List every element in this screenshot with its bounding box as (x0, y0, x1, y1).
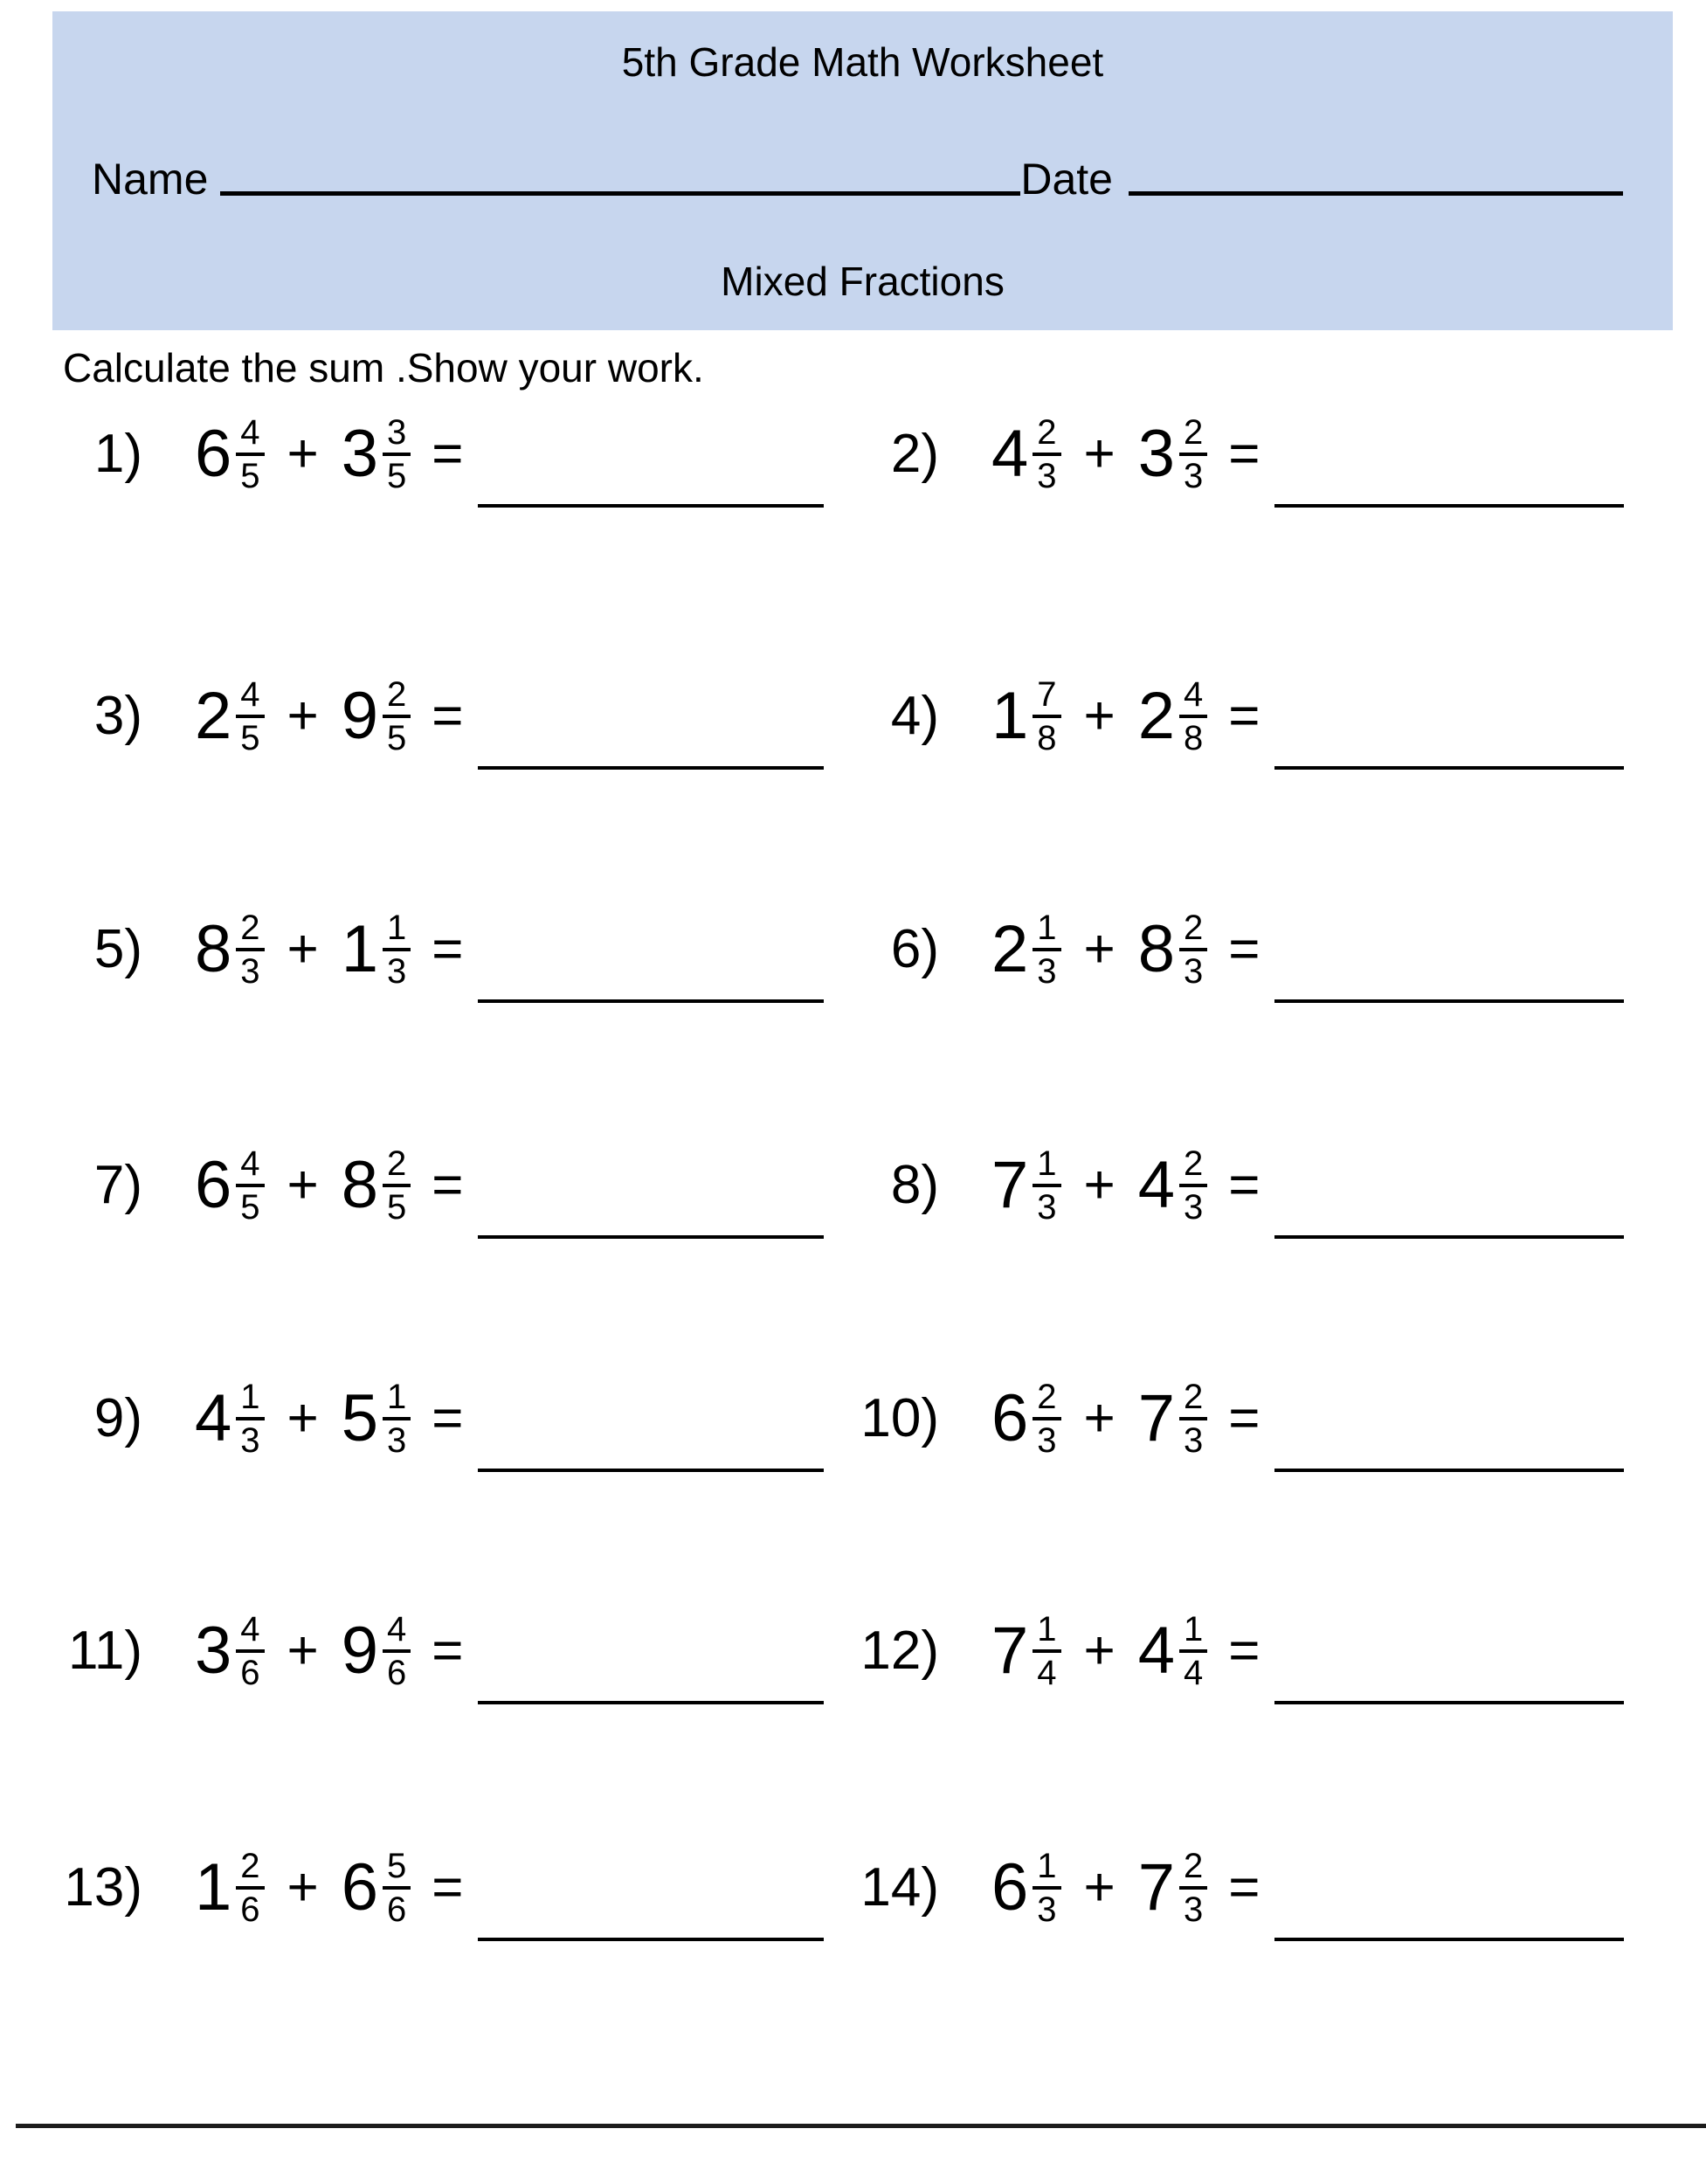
equals-sign: = (1228, 1388, 1261, 1448)
numerator: 3 (383, 415, 411, 456)
equals-sign: = (1228, 1857, 1261, 1918)
fraction (1179, 1849, 1207, 1927)
denominator: 3 (1184, 1890, 1204, 1929)
fraction (1179, 1146, 1207, 1225)
worksheet-subtitle: Mixed Fractions (721, 259, 1005, 304)
numerator: 2 (1033, 1379, 1060, 1420)
answer-blank[interactable] (1274, 1235, 1624, 1239)
problem-number: 5) (93, 919, 142, 979)
problem-1 (33, 411, 824, 498)
numerator: 1 (383, 1379, 411, 1420)
fraction (1033, 677, 1060, 756)
whole-number: 7 (1137, 1381, 1176, 1455)
answer-blank[interactable] (478, 766, 824, 770)
fraction (383, 1379, 411, 1458)
fraction (1033, 910, 1060, 989)
plus-sign: + (1083, 686, 1115, 746)
numerator: 7 (1033, 677, 1060, 718)
answer-blank[interactable] (1274, 766, 1624, 770)
whole-number: 4 (991, 417, 1029, 491)
whole-number: 7 (991, 1148, 1029, 1222)
whole-number: 2 (1137, 679, 1176, 753)
numerator: 2 (236, 1849, 264, 1890)
problem-7 (33, 1142, 824, 1229)
whole-number: 3 (195, 1614, 232, 1688)
expression (991, 1849, 1624, 1927)
fraction (1179, 677, 1207, 756)
whole-number: 6 (195, 1148, 232, 1222)
numerator: 1 (1179, 1612, 1207, 1653)
numerator: 2 (383, 1146, 411, 1187)
problem-4 (830, 673, 1624, 760)
denominator: 3 (1184, 1188, 1204, 1227)
whole-number: 8 (341, 1148, 379, 1222)
numerator: 2 (236, 910, 264, 951)
answer-blank[interactable] (478, 1701, 824, 1704)
name-date-row (92, 142, 1623, 202)
fraction (1179, 1379, 1207, 1458)
expression (195, 1379, 824, 1458)
mixed-fraction-second (342, 1379, 411, 1458)
whole-number: 1 (341, 912, 379, 986)
problem-number: 1) (93, 424, 142, 484)
problem-9 (33, 1375, 824, 1462)
denominator: 5 (387, 1188, 407, 1227)
denominator: 4 (1037, 1654, 1057, 1692)
mixed-fraction-second (1138, 1612, 1208, 1690)
mixed-fraction-first (195, 677, 265, 756)
whole-number: 7 (1137, 1850, 1176, 1925)
numerator: 4 (236, 677, 264, 718)
numerator: 1 (1033, 1146, 1060, 1187)
denominator: 3 (1184, 1421, 1204, 1460)
numerator: 4 (236, 415, 264, 456)
fraction (236, 910, 264, 989)
whole-number: 8 (195, 912, 232, 986)
equals-sign: = (432, 1857, 464, 1918)
equals-sign: = (432, 1388, 464, 1448)
whole-number: 9 (341, 679, 379, 753)
expression (195, 910, 824, 989)
mixed-fraction-first (195, 1379, 265, 1458)
name-input-line[interactable] (220, 191, 1020, 196)
mixed-fraction-second (342, 1612, 411, 1690)
whole-number: 1 (195, 1850, 232, 1925)
fraction (1033, 1379, 1060, 1458)
mixed-fraction-first (991, 1612, 1061, 1690)
equals-sign: = (432, 1621, 464, 1681)
answer-blank[interactable] (1274, 1469, 1624, 1472)
denominator: 5 (387, 457, 407, 495)
fraction (1179, 910, 1207, 989)
problem-2 (830, 411, 1624, 498)
whole-number: 8 (1137, 912, 1176, 986)
problem-number: 10) (860, 1388, 939, 1448)
whole-number: 2 (991, 912, 1029, 986)
equals-sign: = (1228, 686, 1261, 746)
whole-number: 4 (195, 1381, 232, 1455)
answer-blank[interactable] (478, 999, 824, 1003)
problem-number: 14) (860, 1857, 939, 1918)
mixed-fraction-second (1138, 677, 1208, 756)
denominator: 5 (387, 719, 407, 757)
answer-blank[interactable] (1274, 999, 1624, 1003)
mixed-fraction-first (991, 1849, 1061, 1927)
mixed-fraction-second (1138, 1146, 1208, 1225)
worksheet-header (52, 11, 1673, 330)
denominator: 3 (1037, 457, 1057, 495)
mixed-fraction-second (342, 910, 411, 989)
problem-number: 4) (890, 686, 939, 746)
mixed-fraction-first (991, 910, 1061, 989)
problem-11 (33, 1607, 824, 1695)
mixed-fraction-first (195, 910, 265, 989)
fraction (236, 1146, 264, 1225)
numerator: 1 (1033, 1612, 1060, 1653)
equals-sign: = (1228, 1155, 1261, 1215)
fraction (1179, 1612, 1207, 1690)
fraction (383, 1612, 411, 1690)
mixed-fraction-second (342, 1146, 411, 1225)
instructions-text: Calculate the sum .Show your work. (63, 345, 704, 390)
expression (991, 1612, 1624, 1690)
fraction (383, 1146, 411, 1225)
denominator: 6 (240, 1890, 260, 1929)
answer-blank[interactable] (478, 1938, 824, 1941)
denominator: 4 (1184, 1654, 1204, 1692)
denominator: 5 (240, 457, 260, 495)
fraction (1179, 415, 1207, 494)
problem-number: 3) (93, 686, 142, 746)
denominator: 8 (1037, 719, 1057, 757)
numerator: 1 (1033, 910, 1060, 951)
problem-number: 8) (890, 1155, 939, 1215)
mixed-fraction-second (1138, 910, 1208, 989)
fraction (1033, 1146, 1060, 1225)
whole-number: 2 (195, 679, 232, 753)
plus-sign: + (287, 686, 319, 746)
answer-blank[interactable] (1274, 1938, 1624, 1941)
mixed-fraction-second (342, 1849, 411, 1927)
equals-sign: = (432, 1155, 464, 1215)
problem-number: 7) (93, 1155, 142, 1215)
answer-blank[interactable] (478, 504, 824, 508)
plus-sign: + (1083, 424, 1115, 484)
equals-sign: = (432, 424, 464, 484)
fraction (236, 415, 264, 494)
whole-number: 1 (991, 679, 1029, 753)
denominator: 8 (1184, 719, 1204, 757)
answer-blank[interactable] (1274, 504, 1624, 508)
fraction (236, 1849, 264, 1927)
fraction (1033, 1612, 1060, 1690)
numerator: 2 (1179, 910, 1207, 951)
whole-number: 6 (195, 417, 232, 491)
expression (991, 910, 1624, 989)
numerator: 2 (1179, 415, 1207, 456)
date-input-line[interactable] (1129, 191, 1623, 196)
denominator: 3 (387, 1421, 407, 1460)
equals-sign: = (1228, 1621, 1261, 1681)
problem-10 (830, 1375, 1624, 1462)
problem-number: 6) (890, 919, 939, 979)
denominator: 3 (1037, 1890, 1057, 1929)
problem-12 (830, 1607, 1624, 1695)
expression (991, 1146, 1624, 1225)
fraction (383, 910, 411, 989)
denominator: 6 (387, 1890, 407, 1929)
fraction (1033, 415, 1060, 494)
mixed-fraction-first (195, 1146, 265, 1225)
expression (195, 677, 824, 756)
denominator: 5 (240, 1188, 260, 1227)
equals-sign: = (1228, 424, 1261, 484)
numerator: 4 (383, 1612, 411, 1653)
mixed-fraction-first (991, 1379, 1061, 1458)
numerator: 4 (236, 1612, 264, 1653)
plus-sign: + (1083, 919, 1115, 979)
fraction (383, 415, 411, 494)
numerator: 2 (383, 677, 411, 718)
denominator: 3 (1037, 1188, 1057, 1227)
mixed-fraction-second (342, 677, 411, 756)
answer-blank[interactable] (1274, 1701, 1624, 1704)
denominator: 3 (240, 952, 260, 991)
mixed-fraction-second (1138, 1379, 1208, 1458)
expression (195, 1849, 824, 1927)
equals-sign: = (432, 919, 464, 979)
plus-sign: + (287, 1155, 319, 1215)
problem-number: 12) (860, 1621, 939, 1681)
expression (991, 1379, 1624, 1458)
problem-14 (830, 1844, 1624, 1932)
denominator: 3 (387, 952, 407, 991)
numerator: 5 (383, 1849, 411, 1890)
numerator: 1 (383, 910, 411, 951)
name-label: Name (92, 154, 209, 204)
fraction (236, 677, 264, 756)
whole-number: 6 (991, 1850, 1029, 1925)
plus-sign: + (1083, 1388, 1115, 1448)
mixed-fraction-second (1138, 415, 1208, 494)
equals-sign: = (432, 686, 464, 746)
plus-sign: + (287, 424, 319, 484)
problem-13 (33, 1844, 824, 1932)
mixed-fraction-first (195, 1849, 265, 1927)
numerator: 1 (1033, 1849, 1060, 1890)
problem-number: 2) (890, 424, 939, 484)
denominator: 6 (387, 1654, 407, 1692)
mixed-fraction-first (991, 415, 1061, 494)
whole-number: 7 (991, 1614, 1029, 1688)
plus-sign: + (287, 1388, 319, 1448)
whole-number: 4 (1137, 1148, 1176, 1222)
problem-6 (830, 906, 1624, 993)
denominator: 3 (1184, 457, 1204, 495)
numerator: 4 (236, 1146, 264, 1187)
expression (195, 1612, 824, 1690)
whole-number: 6 (991, 1381, 1029, 1455)
expression (195, 1146, 824, 1225)
whole-number: 3 (341, 417, 379, 491)
denominator: 5 (240, 719, 260, 757)
denominator: 3 (1037, 1421, 1057, 1460)
fraction (236, 1612, 264, 1690)
denominator: 3 (1037, 952, 1057, 991)
expression (991, 677, 1624, 756)
denominator: 3 (240, 1421, 260, 1460)
footer-divider (16, 2124, 1706, 2128)
numerator: 4 (1179, 677, 1207, 718)
date-label: Date (1020, 154, 1113, 204)
problem-5 (33, 906, 824, 993)
fraction (236, 1379, 264, 1458)
problem-number: 13) (64, 1857, 142, 1918)
mixed-fraction-first (991, 677, 1061, 756)
problem-8 (830, 1142, 1624, 1229)
mixed-fraction-second (342, 415, 411, 494)
answer-blank[interactable] (478, 1235, 824, 1239)
numerator: 2 (1179, 1379, 1207, 1420)
expression (195, 415, 824, 494)
plus-sign: + (287, 1857, 319, 1918)
answer-blank[interactable] (478, 1469, 824, 1472)
worksheet-title: 5th Grade Math Worksheet (621, 39, 1104, 85)
expression (991, 415, 1624, 494)
plus-sign: + (1083, 1621, 1115, 1681)
numerator: 2 (1179, 1146, 1207, 1187)
mixed-fraction-second (1138, 1849, 1208, 1927)
numerator: 2 (1033, 415, 1060, 456)
mixed-fraction-first (195, 415, 265, 494)
problem-number: 9) (93, 1388, 142, 1448)
numerator: 1 (236, 1379, 264, 1420)
problem-3 (33, 673, 824, 760)
denominator: 6 (240, 1654, 260, 1692)
whole-number: 3 (1137, 417, 1176, 491)
fraction (383, 677, 411, 756)
whole-number: 5 (341, 1381, 379, 1455)
plus-sign: + (287, 919, 319, 979)
mixed-fraction-first (195, 1612, 265, 1690)
fraction (1033, 1849, 1060, 1927)
whole-number: 9 (341, 1614, 379, 1688)
plus-sign: + (287, 1621, 319, 1681)
equals-sign: = (1228, 919, 1261, 979)
fraction (383, 1849, 411, 1927)
problem-number: 11) (67, 1621, 142, 1681)
whole-number: 6 (341, 1850, 379, 1925)
numerator: 2 (1179, 1849, 1207, 1890)
plus-sign: + (1083, 1857, 1115, 1918)
denominator: 3 (1184, 952, 1204, 991)
whole-number: 4 (1137, 1614, 1176, 1688)
mixed-fraction-first (991, 1146, 1061, 1225)
plus-sign: + (1083, 1155, 1115, 1215)
